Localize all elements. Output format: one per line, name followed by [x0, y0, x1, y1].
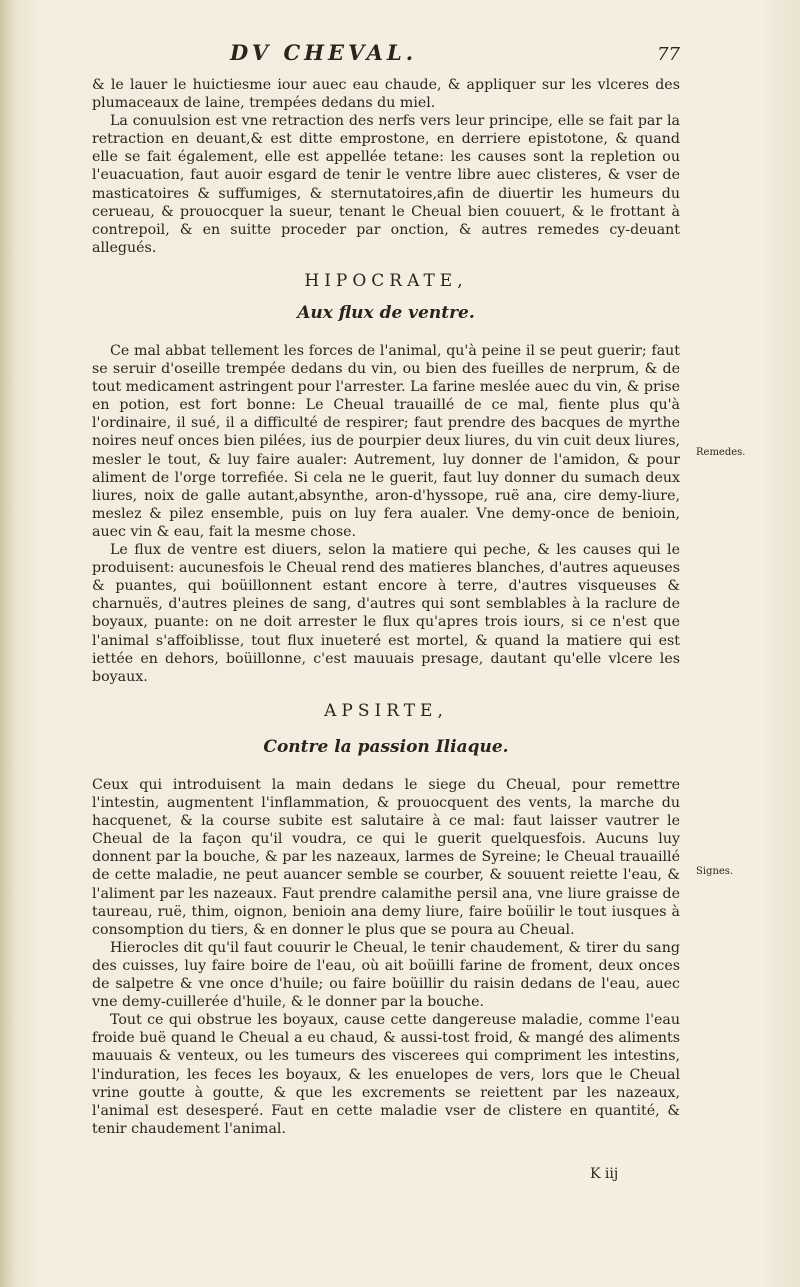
paragraph: Le flux de ventre est diuers, selon la matiere qui peche, & les causes qui le produisent: aucunesfois le Cheual rend des matieres blanches, d'autres aqueuses & puantes, qui boüillonnent estant encore à terre, d'autres visqueuses & charnuës, d'autres pleines de sang, d'autres qui sont semblables à la raclure de boyaux, puante: on ne doit arrester le flux qu'apres trois iours, si ce n'est que l'animal s'affoiblisse, tout flux inueteré est mortel, & quand la matiere qui est iettée en dehors, boüillonne, c'est mauuais presage, dautant qu'elle vlcere les boyaux. [92, 542, 680, 685]
margin-note-remedes: Remedes. [696, 447, 746, 458]
page-number: 77 [657, 44, 680, 65]
signature-mark: K iij [590, 1166, 619, 1182]
paragraph: Hierocles dit qu'il faut couurir le Cheual, le tenir chaudement, & tirer du sang des cuisses, luy faire boire de l'eau, où ait boüilli farine de froment, deux onces de salpetre & vne once d'huile; ou faire boüillir du raisin dedans de l'eau, auec vne demy-cuillerée d'huile, & le donner par la bouche. [92, 939, 680, 1011]
section-title: Aux flux de ventre. [297, 303, 475, 324]
text-block-2 [92, 342, 680, 686]
running-title: DV CHEVAL. [230, 40, 418, 65]
section-title: Contre la passion Iliaque. [263, 737, 509, 758]
paragraph: Ce mal abbat tellement les forces de l'animal, qu'à peine il se peut guerir; faut se seruir d'oseille trempée dedans du vin, ou bien des fueilles de nerprum, & de tout medicament astringent pour l'arrester. La farine meslée auec du vin, & prise en potion, est fort bonne: Le Cheual trauaillé de ce mal, fiente plus qu'à l'ordinaire, il sué, il a difficulté de respirer; faut prendre des bacques de myrthe noires neuf onces bien pilées, ius de pourpier deux liures, du vin cuit deux liures, mesler le tout, & luy faire aualer: Autrement, luy donner de l'amidon, & pour aliment de l'orge torrefiée. Si cela ne le guerit, faut luy donner du sumach deux liures, noix de galle autant,absynthe, aron-d'hyssope, ruë ana, cire demy-liure, meslez & pilez ensemble, puis on luy fera aualer. Vne demy-once de benioin, auec vin & eau, fait la mesme chose. [92, 343, 680, 540]
paragraph: Tout ce qui obstrue les boyaux, cause cette dangereuse maladie, comme l'eau froide buë quand le Cheual a eu chaud, & aussi-tost froid, & mangé des aliments mauuais & venteux, ou les tumeurs des viscerees qui compriment les intestins, l'induration, les feces les boyaux, & les enuelopes de vers, lors que le Cheual vrine goutte à goutte, & que les excrements se reiettent par les nazeaux, l'animal est desesperé. Faut en cette maladie vser de clistere en quantité, & tenir chaudement l'animal. [92, 1012, 680, 1137]
paragraph: & le lauer le huictiesme iour auec eau chaude, & appliquer sur les vlceres des plumaceaux de laine, trempées dedans du miel. [92, 77, 680, 112]
margin-note-signes: Signes. [696, 866, 734, 877]
paragraph: La conuulsion est vne retraction des nerfs vers leur principe, elle se fait par la retraction en deuant,& est ditte emprostone, en derriere epistotone, & quand elle se fait également, elle est appellée tetane: les causes sont la repletion ou l'euacuation, faut auoir esgard de tenir le ventre libre auec clisteres, & vser de masticatoires & suffumiges, & sternutatoires,afin de diuertir les humeurs du cerueau, & prouocquer la sueur, tenant le Cheual bien couuert, & le frottant à contrepoil, & en suitte proceder par onction, & autres remedes cy-deuant allegués. [92, 113, 680, 256]
paragraph: Ceux qui introduisent la main dedans le siege du Cheual, pour remettre l'intestin, augmentent l'inflammation, & prouocquent des vents, la marche du hacquenet, & la course subite est salutaire à ce mal: faut laisser vautrer le Cheual de la façon qu'il voudra, ce qui le guerit quelquesfois. Aucuns luy donnent par la bouche, & par les nazeaux, larmes de Syreine; le Cheual trauaillé de cette maladie, ne peut auancer semble se courber, & souuent reiette l'eau, & l'aliment par les nazeaux. Faut prendre calamithe persil ana, vne liure graisse de taureau, ruë, thim, oignon, benioin ana demy liure, faire boüilir le tout iusques à consomption du tiers, & en donner le plus que se poura au Cheual. [92, 777, 680, 938]
text-block-3 [92, 776, 680, 1138]
page-edge [0, 0, 14, 1287]
section-heading-1 [92, 272, 680, 322]
section-heading-2 [92, 702, 680, 756]
text-block-1 [92, 76, 680, 257]
section-author: APSIRTE, [324, 701, 448, 721]
section-author: HIPOCRATE, [304, 271, 468, 291]
page-header [90, 40, 680, 70]
